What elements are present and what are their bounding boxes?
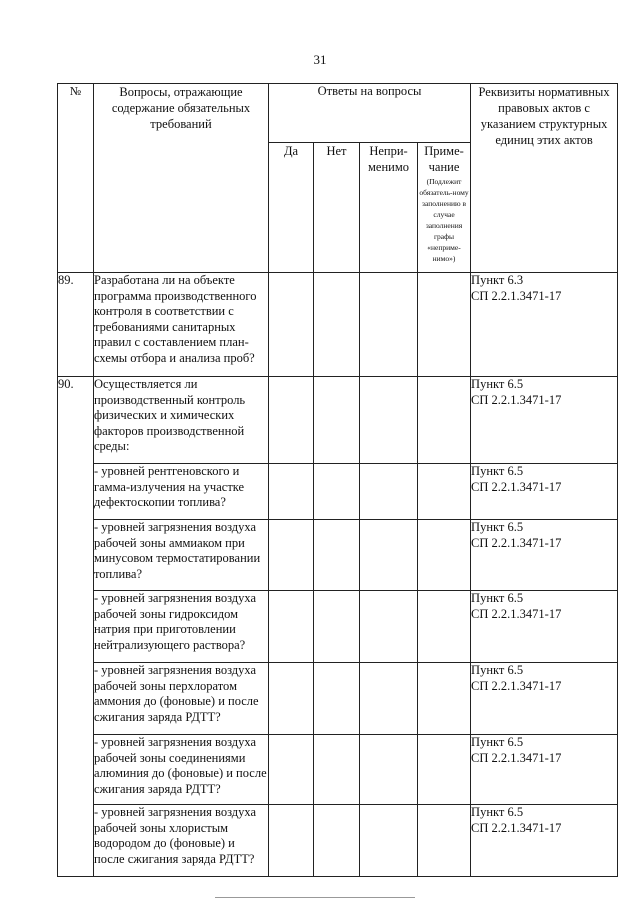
req-document: СП 2.2.1.3471-17	[471, 820, 562, 835]
requirements-table	[57, 83, 618, 877]
answer-no-cell[interactable]	[314, 591, 360, 663]
answer-yes-cell[interactable]	[269, 735, 314, 805]
row-requisites	[471, 520, 618, 591]
answer-yes-cell[interactable]	[269, 591, 314, 663]
header-requisites: Реквизиты нормативных правовых актов с указанием структурных единиц этих актов	[471, 84, 618, 273]
req-clause: Пункт 6.5	[471, 464, 524, 478]
req-clause: Пункт 6.5	[471, 377, 524, 391]
req-clause: Пункт 6.5	[471, 805, 524, 819]
answer-no-cell[interactable]	[314, 663, 360, 735]
answer-na-cell[interactable]	[360, 520, 418, 591]
answer-note-cell[interactable]	[418, 273, 471, 377]
req-document: СП 2.2.1.3471-17	[471, 288, 562, 303]
row-requisites	[471, 805, 618, 877]
row-question: - уровней загрязнения воздуха рабочей зоны гидроксидом натрия при приготовлении нейтрализующего раствора?	[94, 591, 269, 663]
answer-note-cell[interactable]	[418, 735, 471, 805]
answer-no-cell[interactable]	[314, 805, 360, 877]
table-row	[58, 273, 618, 377]
answer-na-cell[interactable]	[360, 735, 418, 805]
answer-yes-cell[interactable]	[269, 377, 314, 464]
answer-na-cell[interactable]	[360, 591, 418, 663]
header-note-title: Приме-чание	[424, 144, 464, 174]
row-question: - уровней рентгеновского и гамма-излучения на участке дефектоскопии топлива?	[94, 464, 269, 520]
answer-na-cell[interactable]	[360, 377, 418, 464]
req-document: СП 2.2.1.3471-17	[471, 479, 562, 494]
row-requisites	[471, 735, 618, 805]
req-clause: Пункт 6.5	[471, 520, 524, 534]
answer-no-cell[interactable]	[314, 735, 360, 805]
row-num: 90.	[58, 377, 94, 877]
table-row	[58, 377, 618, 464]
header-question: Вопросы, отражающие содержание обязательных требований	[94, 84, 269, 273]
header-answers: Ответы на вопросы	[269, 84, 471, 143]
row-requisites	[471, 464, 618, 520]
table-row	[58, 591, 618, 663]
answer-no-cell[interactable]	[314, 273, 360, 377]
answer-note-cell[interactable]	[418, 464, 471, 520]
row-question: - уровней загрязнения воздуха рабочей зоны хлористым водородом до (фоновые) и после сжигания заряда РДТТ?	[94, 805, 269, 877]
row-question: Осуществляется ли производственный контроль физических и химических факторов производственной среды:	[94, 377, 269, 464]
header-note	[418, 143, 471, 273]
table-row	[58, 464, 618, 520]
answer-na-cell[interactable]	[360, 273, 418, 377]
table-row	[58, 520, 618, 591]
answer-no-cell[interactable]	[314, 464, 360, 520]
answer-yes-cell[interactable]	[269, 273, 314, 377]
answer-note-cell[interactable]	[418, 591, 471, 663]
req-document: СП 2.2.1.3471-17	[471, 535, 562, 550]
table-row	[58, 805, 618, 877]
answer-yes-cell[interactable]	[269, 805, 314, 877]
answer-yes-cell[interactable]	[269, 464, 314, 520]
req-document: СП 2.2.1.3471-17	[471, 678, 562, 693]
req-document: СП 2.2.1.3471-17	[471, 392, 562, 407]
row-requisites	[471, 377, 618, 464]
header-not-applicable: Непри-менимо	[360, 143, 418, 273]
req-clause: Пункт 6.3	[471, 273, 524, 287]
table-row	[58, 735, 618, 805]
row-question: - уровней загрязнения воздуха рабочей зоны перхлоратом аммония до (фоновые) и после сжигания заряда РДТТ?	[94, 663, 269, 735]
req-clause: Пункт 6.5	[471, 735, 524, 749]
answer-note-cell[interactable]	[418, 377, 471, 464]
row-requisites	[471, 663, 618, 735]
answer-na-cell[interactable]	[360, 663, 418, 735]
row-requisites	[471, 273, 618, 377]
answer-note-cell[interactable]	[418, 520, 471, 591]
header-yes: Да	[269, 143, 314, 273]
table-row	[58, 663, 618, 735]
answer-note-cell[interactable]	[418, 805, 471, 877]
answer-na-cell[interactable]	[360, 464, 418, 520]
row-question: Разработана ли на объекте программа производственного контроля в соответствии с требованиями санитарных правил с составлением план-схемы отбора и анализа проб?	[94, 273, 269, 377]
header-num: №	[58, 84, 94, 273]
row-num: 89.	[58, 273, 94, 377]
page-number: 31	[313, 52, 327, 67]
answer-note-cell[interactable]	[418, 663, 471, 735]
req-document: СП 2.2.1.3471-17	[471, 750, 562, 765]
row-question: - уровней загрязнения воздуха рабочей зоны соединениями алюминия до (фоновые) и после сжигания заряда РДТТ?	[94, 735, 269, 805]
row-question: - уровней загрязнения воздуха рабочей зоны аммиаком при минусовом термостатировании топлива?	[94, 520, 269, 591]
table-header-row	[58, 84, 618, 143]
answer-yes-cell[interactable]	[269, 520, 314, 591]
answer-no-cell[interactable]	[314, 377, 360, 464]
answer-yes-cell[interactable]	[269, 663, 314, 735]
answer-no-cell[interactable]	[314, 520, 360, 591]
answer-na-cell[interactable]	[360, 805, 418, 877]
req-clause: Пункт 6.5	[471, 591, 524, 605]
req-clause: Пункт 6.5	[471, 663, 524, 677]
header-no: Нет	[314, 143, 360, 273]
req-document: СП 2.2.1.3471-17	[471, 606, 562, 621]
row-requisites	[471, 591, 618, 663]
header-note-sub: (Подлежит обязатель-ному заполнению в случае заполнения графы «неприме-нимо»)	[419, 177, 469, 263]
scan-edge-line	[215, 897, 415, 898]
